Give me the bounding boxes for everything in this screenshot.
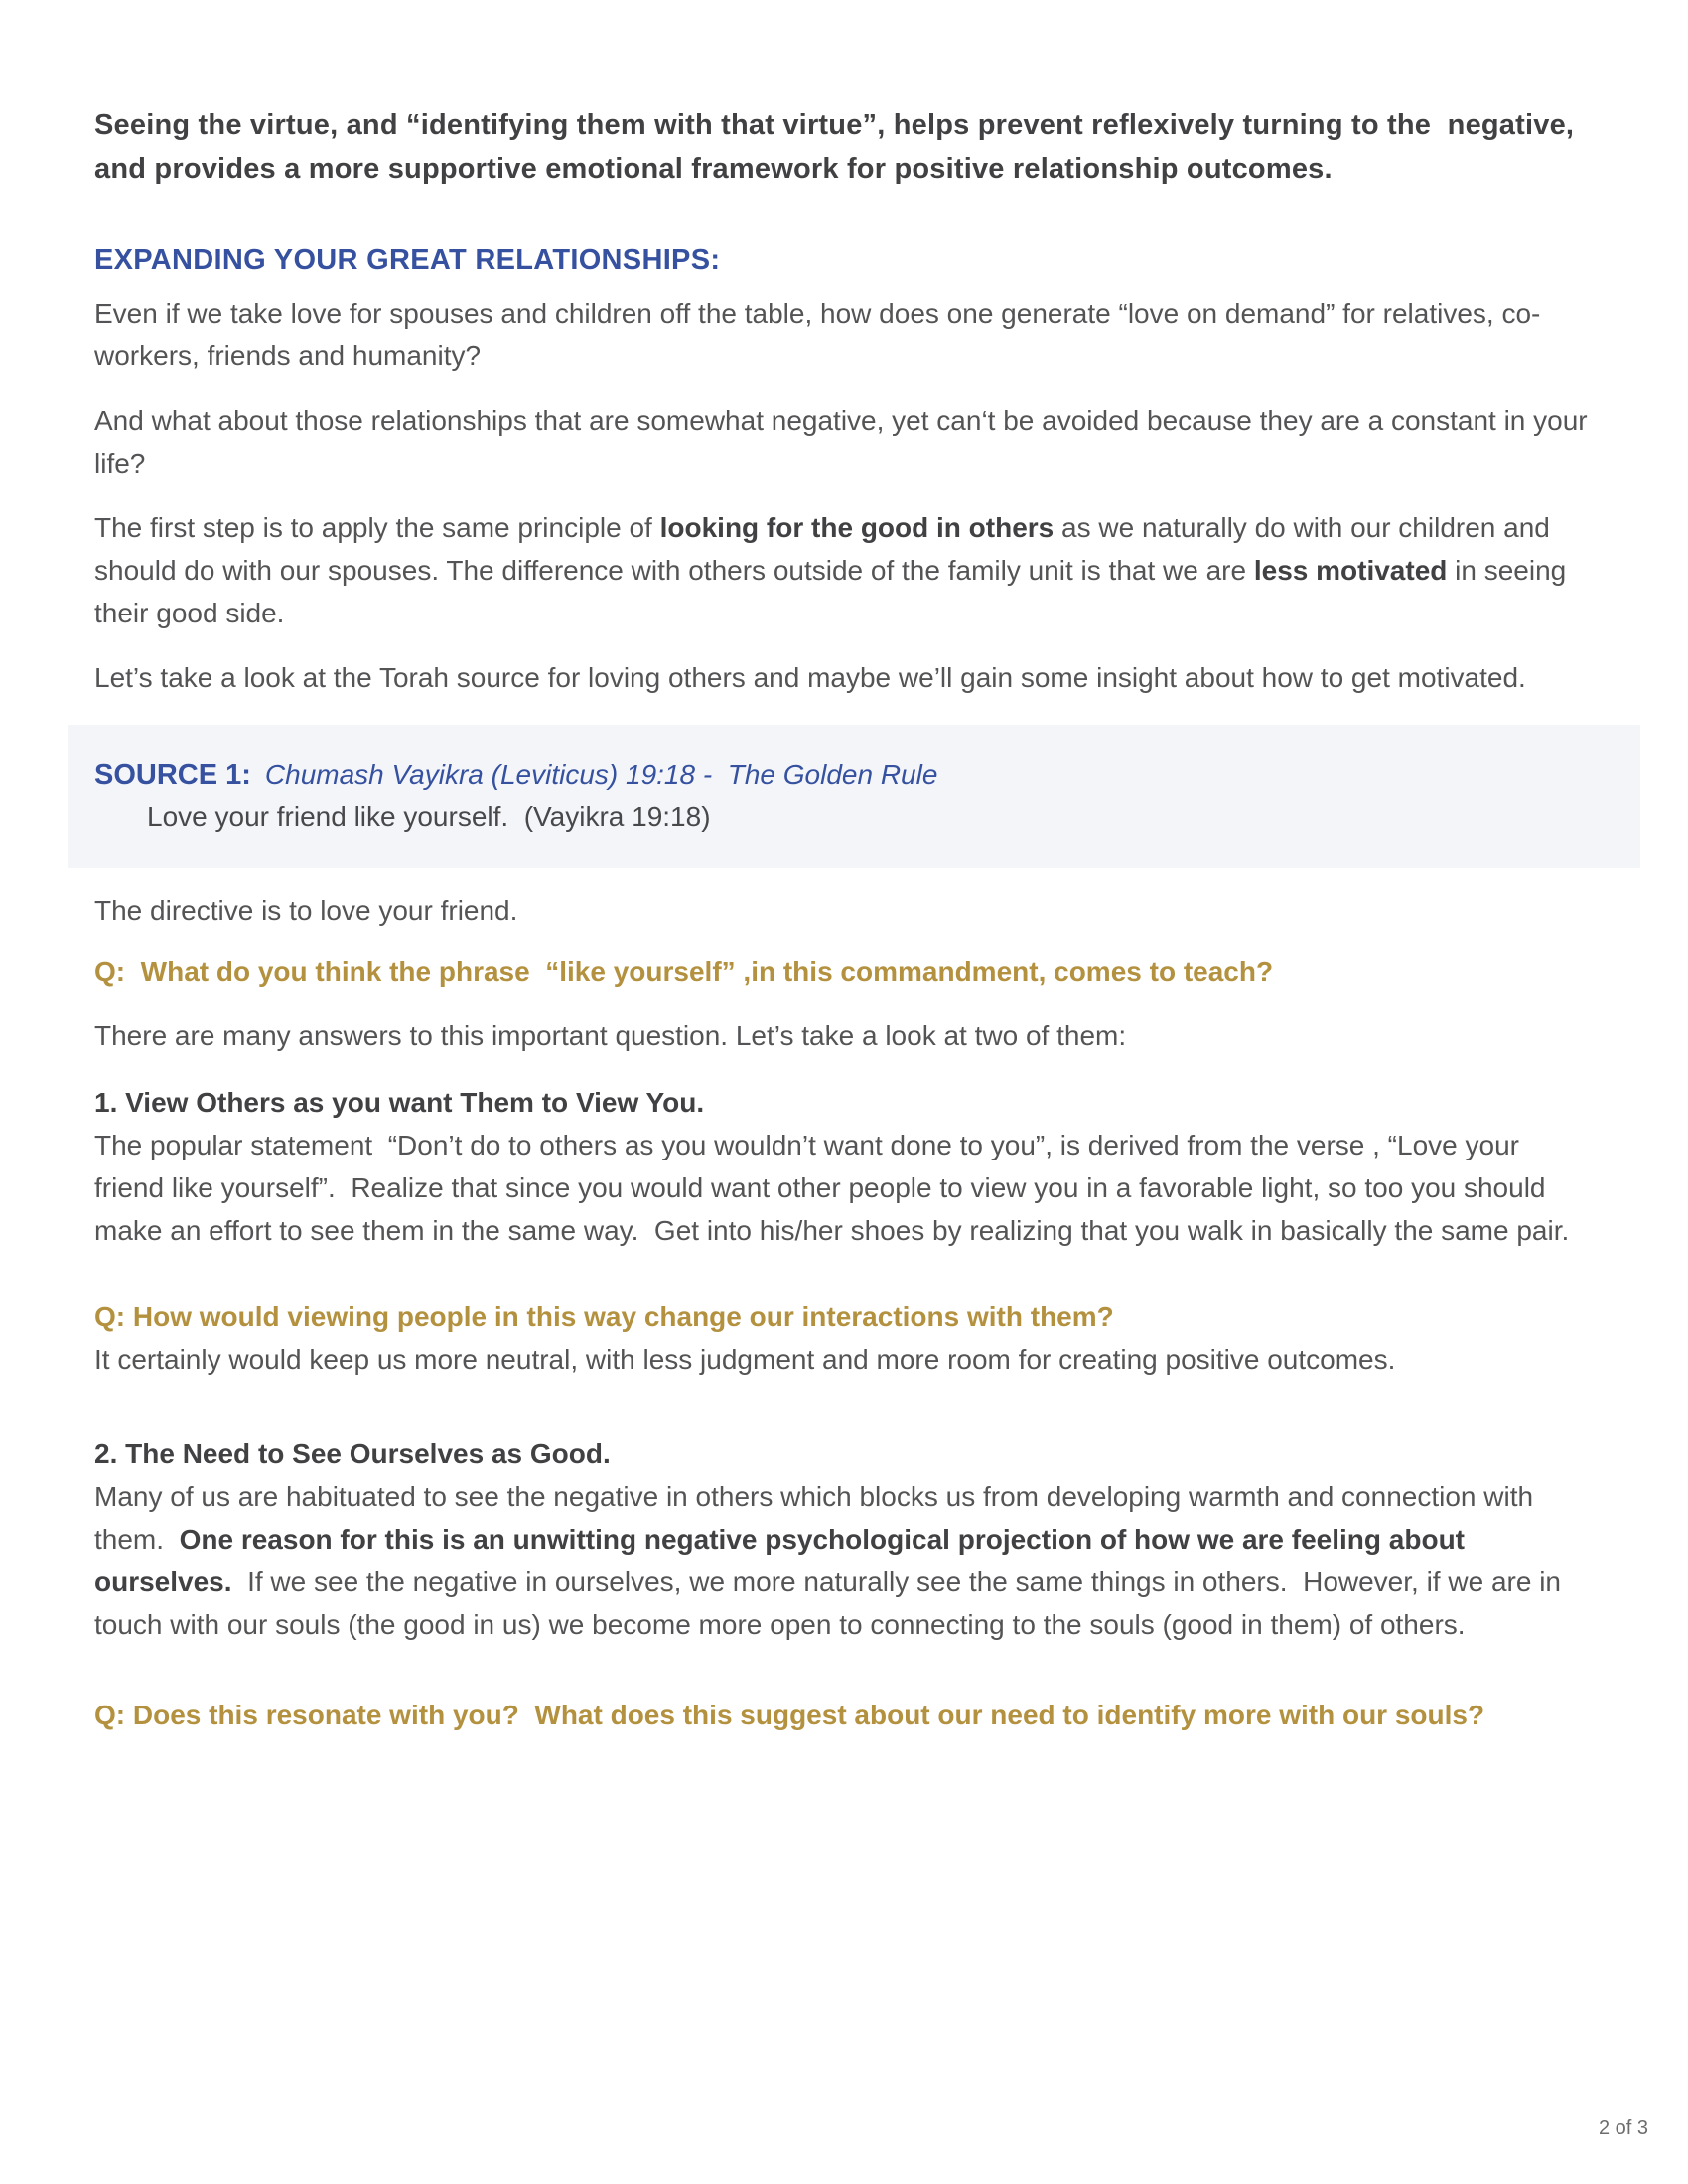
- point-2-heading: 2. The Need to See Ourselves as Good.: [94, 1438, 611, 1469]
- source-1-quote: Love your friend like yourself. (Vayikra 19:18): [147, 801, 711, 832]
- text-run: Many of us are habituated to see the negative in others which blocks us from developing warmth and connection with them.: [94, 1481, 1541, 1555]
- question-2: Q: How would viewing people in this way change our interactions with them?: [94, 1301, 1114, 1332]
- text-run-bold: looking for the good in others: [659, 512, 1055, 543]
- text-run: The first step is to apply the same principle of: [94, 512, 660, 543]
- point-2-block: [94, 1433, 1594, 1646]
- point-1-heading: 1. View Others as you want Them to View You.: [94, 1087, 705, 1118]
- paragraph-negative-relationships: And what about those relationships that are somewhat negative, yet can‘t be avoided because they are a constant in your life?: [94, 405, 1596, 478]
- text-run-bold: One reason for this is an unwitting negative psychological projection of how we are feeling about ourselves.: [94, 1524, 1473, 1597]
- text-run: If we see the negative in ourselves, we more naturally see the same things in others. However, if we are in touch with our souls (the good in us) we become more open to connecting to the souls (good in them) of others.: [94, 1567, 1569, 1640]
- paragraph-first-step: [94, 506, 1594, 634]
- source-1-label: SOURCE 1:: [94, 759, 251, 791]
- point-2-text: [94, 1475, 1594, 1646]
- paragraph-directive: The directive is to love your friend.: [94, 895, 518, 926]
- point-1-text: The popular statement “Don’t do to others as you wouldn’t want done to you”, is derived from the verse , “Love your friend like yourself”. Realize that since you would want other people to view you in a favorable light, so too you should make an effort to see them in the same way. Get into his/her shoes by realizing that you walk in basically the same pair.: [94, 1130, 1570, 1246]
- intro-paragraph: Seeing the virtue, and “identifying them with that virtue”, helps prevent reflexively turning to the negative, and provides a more supportive emotional framework for positive relationship outcomes.: [94, 109, 1583, 185]
- question-2-answer: It certainly would keep us more neutral, with less judgment and more room for creating positive outcomes.: [94, 1344, 1396, 1375]
- question-2-block: [94, 1296, 1594, 1381]
- source-1-heading: [94, 754, 1601, 796]
- paragraph-answers-intro: There are many answers to this important question. Let’s take a look at two of them:: [94, 1021, 1127, 1051]
- question-3: Q: Does this resonate with you? What does this suggest about our need to identify more with our souls?: [94, 1700, 1485, 1730]
- source-1-box: [68, 725, 1640, 868]
- text-run: as we naturally do with our children and should do with our spouses. The difference with others outside of the family unit is that we are: [94, 512, 1558, 586]
- source-1-reference: Chumash Vayikra (Leviticus) 19:18 - The Golden Rule: [264, 759, 938, 790]
- page-indicator: 2 of 3: [1598, 2117, 1648, 2139]
- section-heading: EXPANDING YOUR GREAT RELATIONSHIPS:: [94, 244, 721, 276]
- text-run-bold: less motivated: [1253, 555, 1448, 586]
- text-run: in seeing their good side.: [94, 555, 1575, 628]
- paragraph-torah-source: Let’s take a look at the Torah source for loving others and maybe we’ll gain some insight about how to get motivated.: [94, 662, 1526, 693]
- question-1: Q: What do you think the phrase “like yourself” ,in this commandment, comes to teach?: [94, 956, 1274, 987]
- point-1-block: [94, 1081, 1594, 1252]
- paragraph-love-on-demand: Even if we take love for spouses and children off the table, how does one generate “love on demand” for relatives, co-workers, friends and humanity?: [94, 298, 1541, 371]
